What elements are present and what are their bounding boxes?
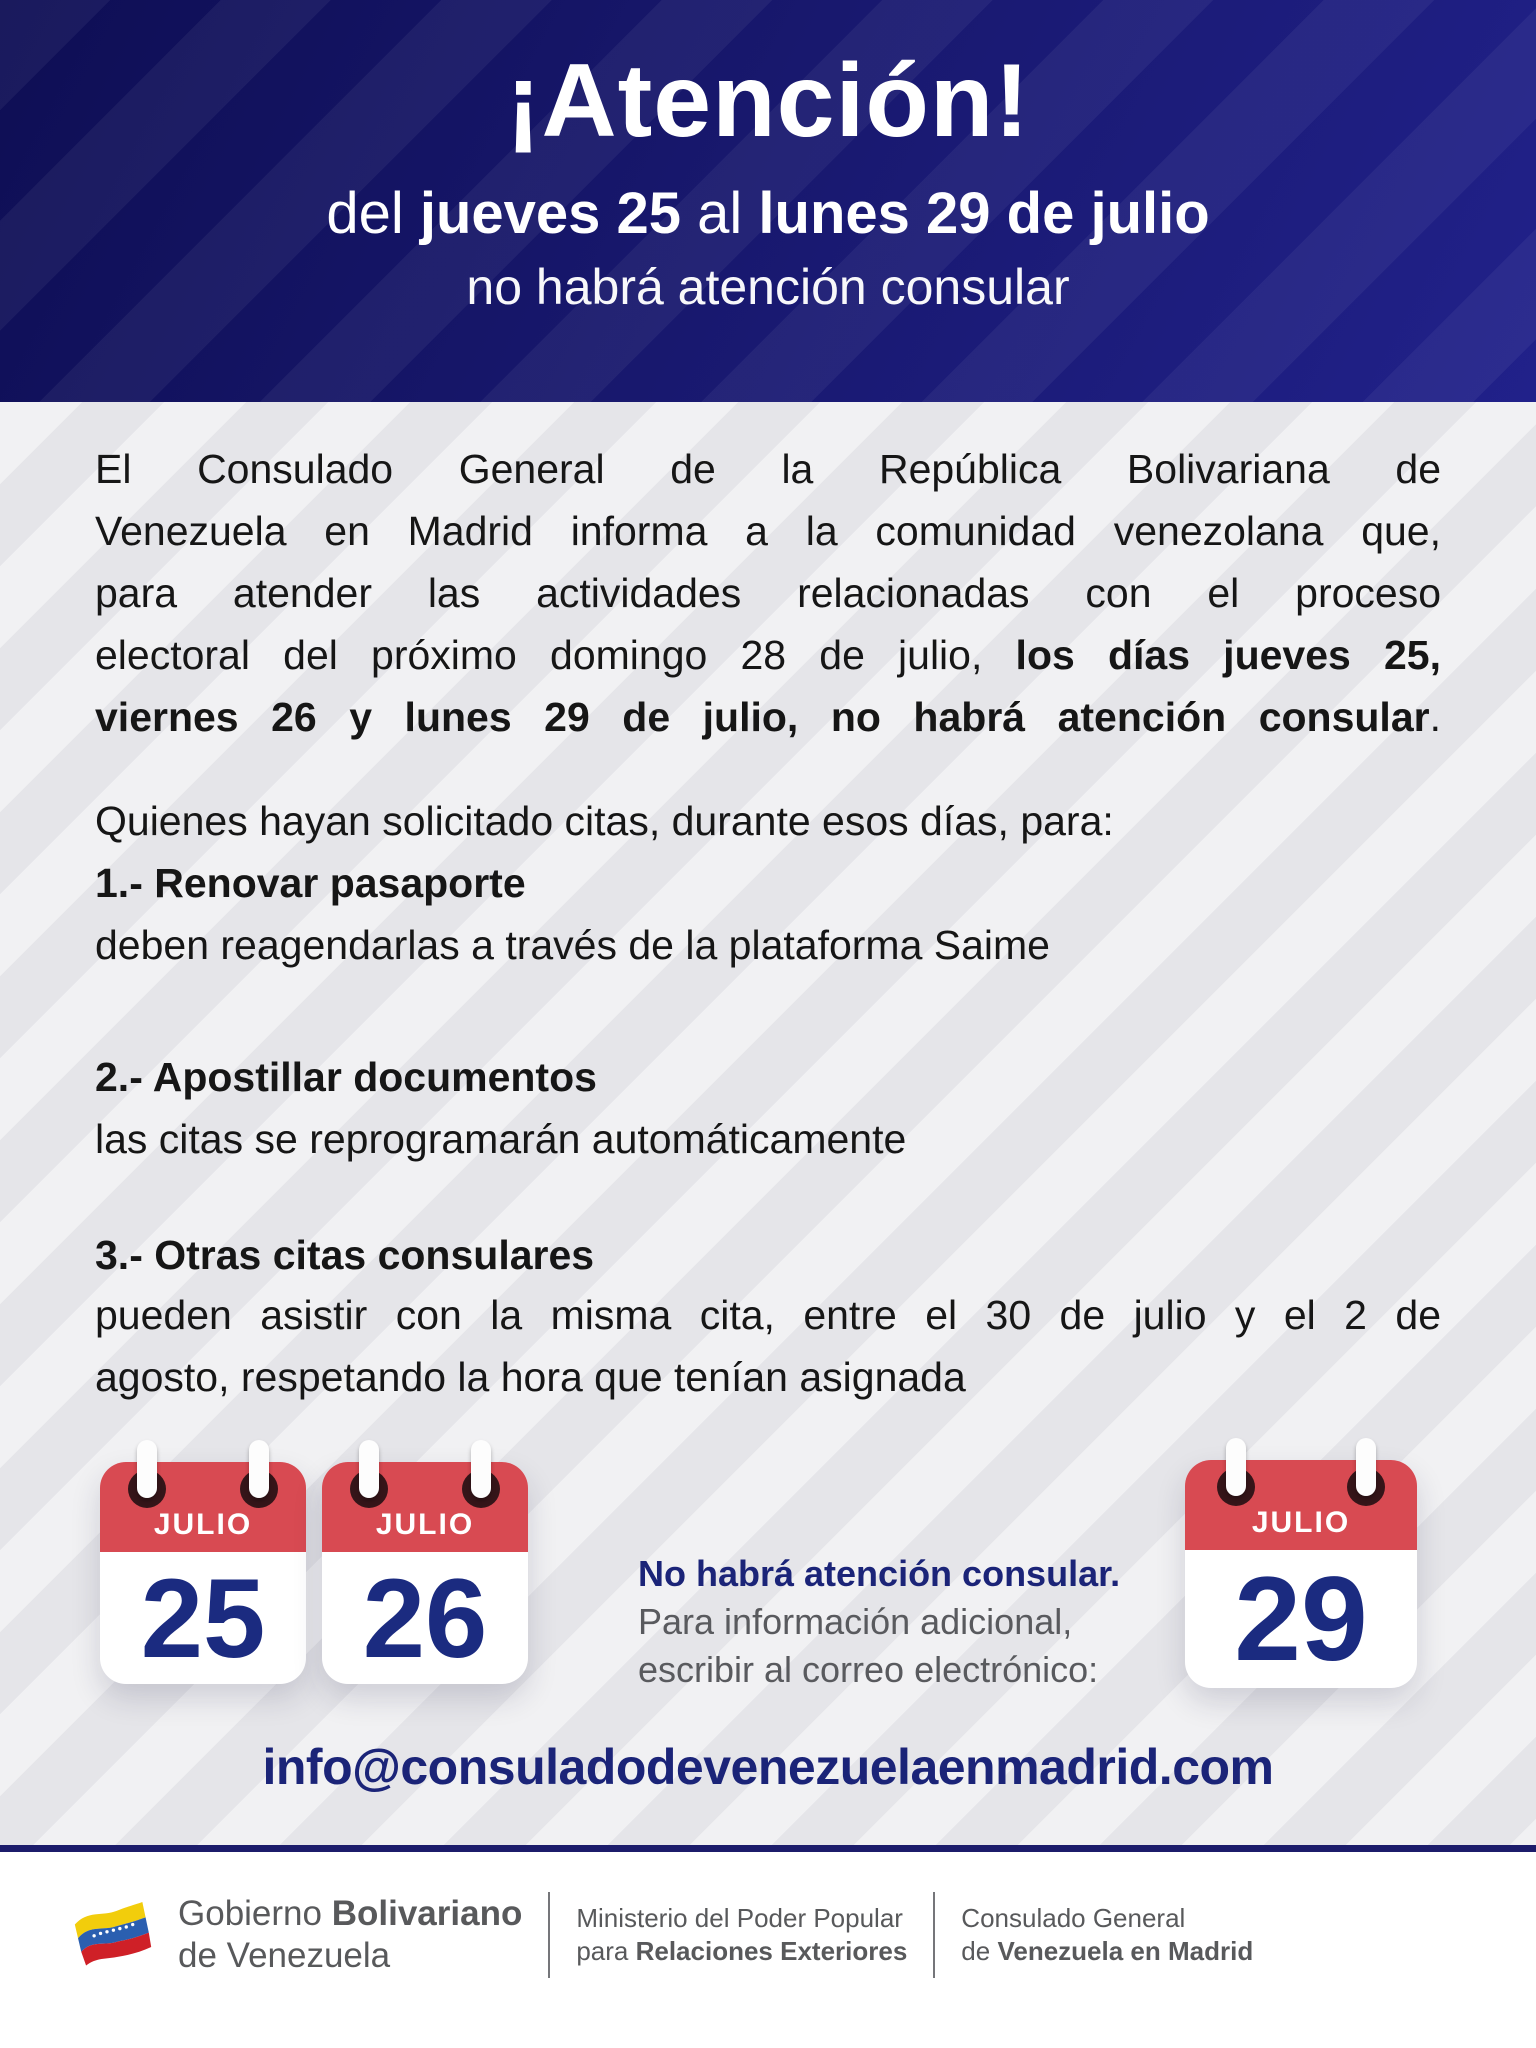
ministry-text — [576, 1902, 907, 1968]
body-section — [0, 402, 1536, 1853]
paragraph-segment-bold: viernes 26 y lunes 29 de julio, no habrá atención consular — [95, 694, 1430, 740]
date-range-start: jueves 25 — [419, 181, 682, 246]
consulate-word-bold: Venezuela en Madrid — [997, 1936, 1254, 1966]
calendar-post-icon — [359, 1440, 379, 1498]
government-logo-text — [178, 1893, 522, 1977]
calendar-month-label: JULIO — [1185, 1460, 1417, 1550]
date-range-pre: del — [326, 181, 420, 246]
item1-title: 1.- Renovar pasaporte — [95, 860, 526, 906]
ministry-word: para — [576, 1936, 636, 1966]
paragraph-line: agosto, respetando la hora que tenían asignada — [95, 1354, 966, 1400]
header-banner — [0, 0, 1536, 402]
paragraph-segment-bold: los días jueves 25, — [1015, 632, 1441, 678]
paragraph-line — [95, 624, 1441, 686]
calendar-july-29 — [1185, 1460, 1417, 1688]
paragraph-line: Venezuela en Madrid informa a la comunidad venezolana que, — [95, 508, 1441, 554]
item3-paragraph — [95, 1284, 1441, 1408]
notice-block — [638, 1550, 1120, 1694]
calendar-day-number: 29 — [1234, 1552, 1368, 1686]
calendar-post-icon — [249, 1440, 269, 1498]
venezuela-flag-icon — [70, 1890, 152, 1980]
paragraph-segment: . — [1429, 694, 1441, 740]
footer-separator — [933, 1892, 935, 1978]
footer-divider — [0, 1845, 1536, 1852]
gov-word-bold: Bolivariano — [331, 1894, 523, 1933]
calendar-july-25 — [100, 1462, 306, 1684]
item1-text: deben reagendarlas a través de la plataforma Saime — [95, 922, 1050, 968]
footer-bar — [0, 1852, 1536, 2048]
paragraph-line: para atender las actividades relacionadas con el proceso — [95, 570, 1441, 616]
paragraph-segment: electoral del próximo domingo 28 de julio, — [95, 632, 1016, 678]
intro-paragraph — [95, 438, 1441, 748]
consulate-word: de — [961, 1936, 998, 1966]
calendar-july-26 — [322, 1462, 528, 1684]
contact-email[interactable]: info@consuladodevenezuelaenmadrid.com — [262, 1739, 1274, 1795]
paragraph-line: El Consulado General de la República Bolivariana de — [95, 446, 1441, 492]
date-range-mid: al — [681, 181, 759, 246]
calendar-month-label: JULIO — [100, 1462, 306, 1552]
calendar-day-number: 25 — [140, 1555, 266, 1681]
gov-line1 — [178, 1893, 522, 1935]
gov-word: Gobierno — [178, 1894, 332, 1933]
appointments-intro: Quienes hayan solicitado citas, durante esos días, para: — [95, 798, 1114, 844]
calendar-post-icon — [1356, 1438, 1376, 1496]
item2-text: las citas se reprogramarán automáticamente — [95, 1116, 907, 1162]
notice-line: escribir al correo electrónico: — [638, 1649, 1099, 1690]
ministry-line2 — [576, 1935, 907, 1968]
calendar-month-label: JULIO — [322, 1462, 528, 1552]
ministry-word-bold: Relaciones Exteriores — [635, 1936, 908, 1966]
consulate-line2 — [961, 1935, 1253, 1968]
ministry-line1: Ministerio del Poder Popular — [576, 1903, 903, 1933]
item3-title: 3.- Otras citas consulares — [95, 1232, 595, 1278]
page-title: ¡Atención! — [505, 43, 1031, 159]
footer-separator — [548, 1892, 550, 1978]
header-no-service-line: no habrá atención consular — [466, 259, 1070, 315]
notice-line: Para información adicional, — [638, 1601, 1073, 1642]
calendar-day-number: 26 — [362, 1555, 488, 1681]
paragraph-line: pueden asistir con la misma cita, entre el 30 de julio y el 2 de — [95, 1292, 1441, 1338]
header-date-range — [0, 180, 1536, 247]
calendar-post-icon — [471, 1440, 491, 1498]
gov-line2: de Venezuela — [178, 1936, 391, 1975]
calendar-post-icon — [1226, 1438, 1246, 1496]
consulate-text — [961, 1902, 1253, 1968]
notice-headline: No habrá atención consular. — [638, 1553, 1121, 1594]
item2-title: 2.- Apostillar documentos — [95, 1054, 597, 1100]
paragraph-line — [95, 686, 1441, 748]
consulate-line1: Consulado General — [961, 1903, 1186, 1933]
calendar-post-icon — [137, 1440, 157, 1498]
date-range-end: lunes 29 de julio — [758, 181, 1210, 246]
